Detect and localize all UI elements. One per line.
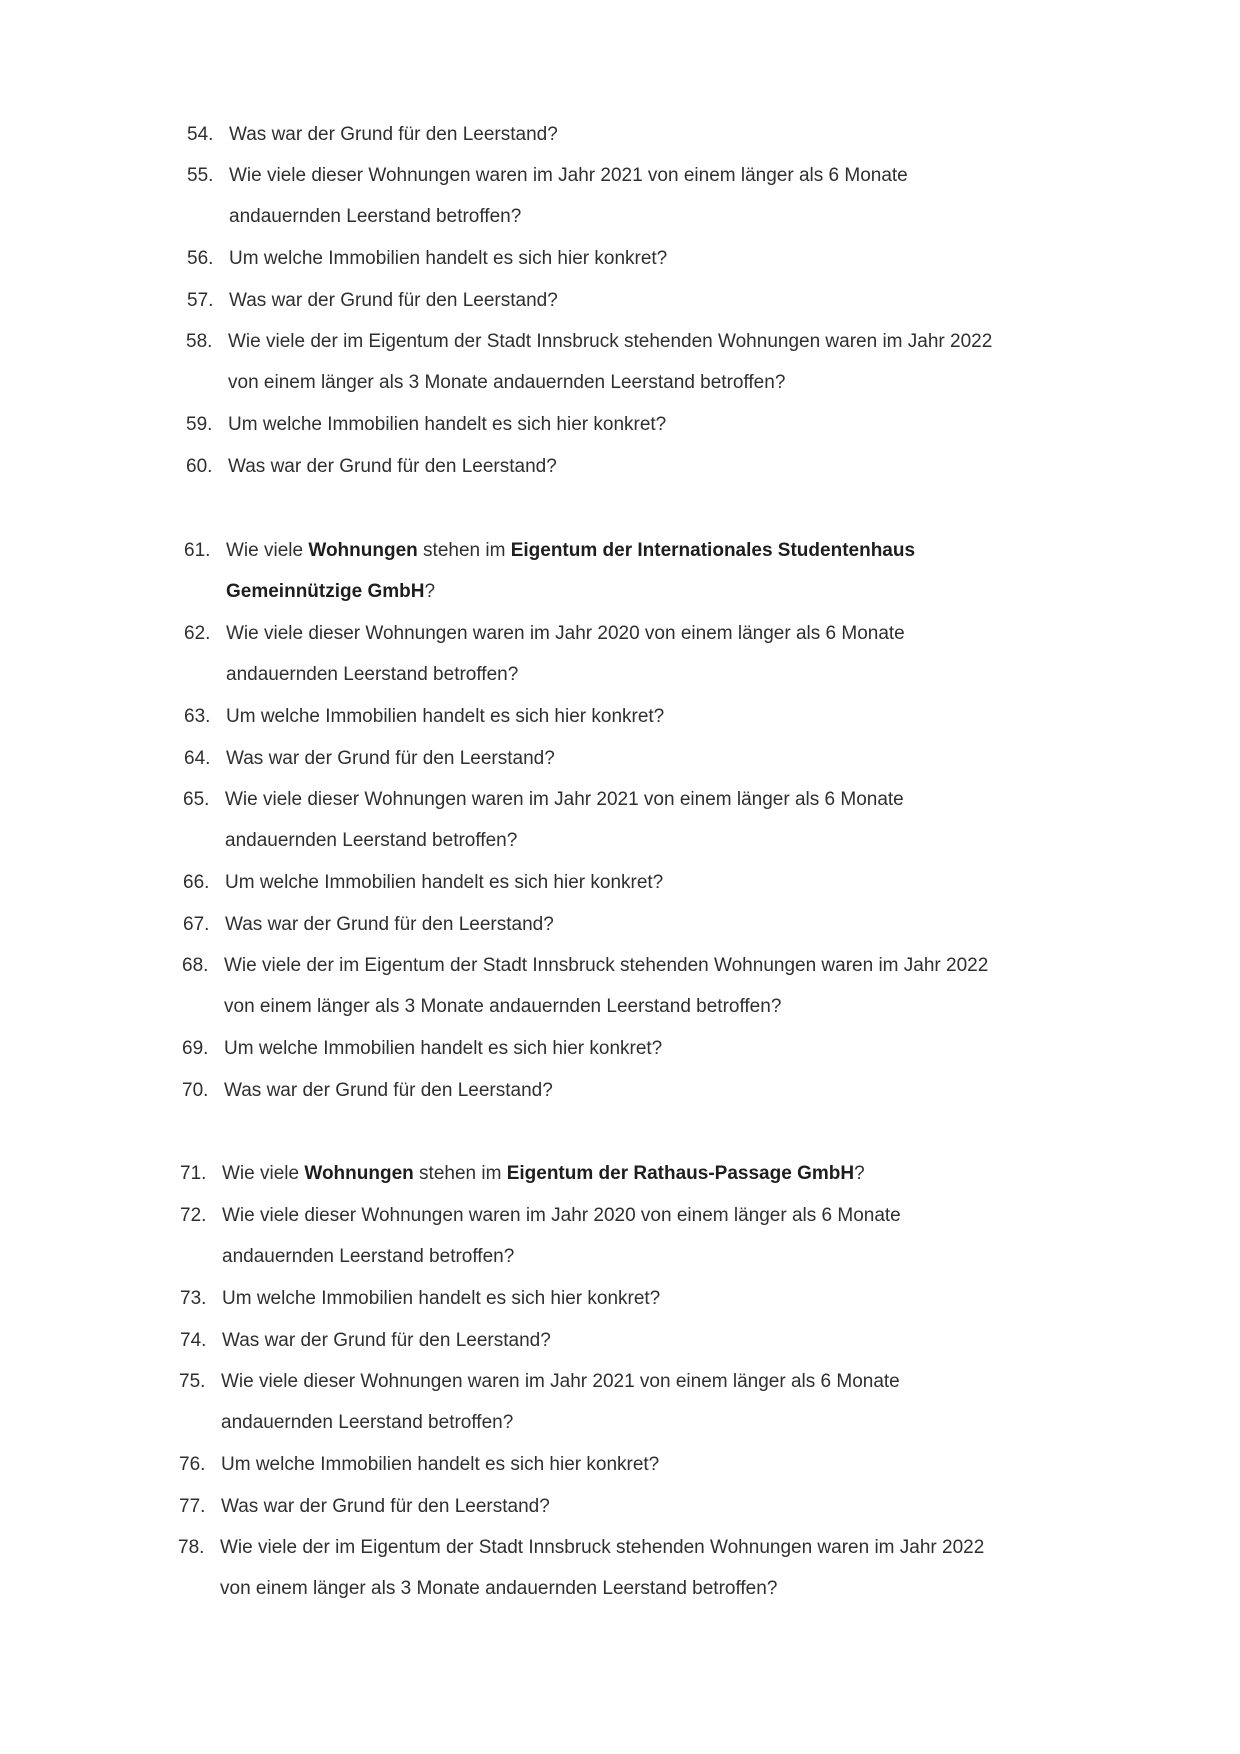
question-number: 69. xyxy=(182,1038,209,1059)
question-text-line1: Wie viele dieser Wohnungen waren im Jahr 2021 von einem länger als 6 Monate xyxy=(221,1371,900,1392)
question-text-line2: andauernden Leerstand betroffen? xyxy=(222,1246,515,1267)
question-54 xyxy=(187,114,1092,155)
question-74 xyxy=(180,1320,1082,1361)
question-59 xyxy=(186,404,1092,445)
bold-term: Eigentum der Rathaus-Passage GmbH xyxy=(506,1163,855,1184)
question-72 xyxy=(180,1195,1082,1277)
question-number: 64. xyxy=(184,748,211,769)
question-text-line1: Wie viele der im Eigentum der Stadt Innsbruck stehenden Wohnungen waren im Jahr 2022 xyxy=(220,1537,985,1558)
question-number: 71. xyxy=(180,1163,207,1184)
question-78 xyxy=(178,1527,1081,1609)
question-number: 77. xyxy=(179,1496,206,1517)
question-text: Was war der Grund für den Leerstand? xyxy=(225,914,554,935)
question-text: Um welche Immobilien handelt es sich hier konkret? xyxy=(224,1038,663,1059)
question-text-line1: Wie viele dieser Wohnungen waren im Jahr 2021 von einem länger als 6 Monate xyxy=(229,165,908,186)
question-text-part: stehen im xyxy=(417,540,511,561)
question-71 xyxy=(180,1153,1082,1194)
question-56 xyxy=(187,238,1092,279)
question-number: 56. xyxy=(187,248,214,269)
question-number: 70. xyxy=(182,1080,209,1101)
question-text xyxy=(222,1163,865,1184)
question-64 xyxy=(184,738,1088,779)
question-number: 55. xyxy=(187,165,214,186)
question-text-part: ? xyxy=(854,1163,865,1184)
question-text-part: ? xyxy=(424,581,436,602)
question-67 xyxy=(183,904,1085,945)
question-text: Was war der Grund für den Leerstand? xyxy=(226,748,555,769)
question-65 xyxy=(183,779,1085,861)
question-55 xyxy=(187,155,1092,237)
question-text-line1: Wie viele dieser Wohnungen waren im Jahr 2021 von einem länger als 6 Monate xyxy=(225,789,904,810)
question-text-line2: andauernden Leerstand betroffen? xyxy=(221,1412,514,1433)
question-text: Was war der Grund für den Leerstand? xyxy=(221,1496,550,1517)
question-77 xyxy=(179,1486,1081,1527)
question-text: Was war der Grund für den Leerstand? xyxy=(228,456,557,477)
question-number: 59. xyxy=(186,414,213,435)
question-text: Um welche Immobilien handelt es sich hier konkret? xyxy=(225,872,664,893)
question-text-line2 xyxy=(184,571,1088,612)
question-66 xyxy=(183,862,1085,903)
question-number: 75. xyxy=(179,1371,206,1392)
question-text-part: Wie viele xyxy=(222,1163,305,1184)
question-63 xyxy=(184,696,1088,737)
question-68 xyxy=(182,945,1085,1027)
question-70 xyxy=(182,1070,1085,1111)
question-text: Was war der Grund für den Leerstand? xyxy=(224,1080,553,1101)
question-number: 65. xyxy=(183,789,210,810)
question-number: 54. xyxy=(187,124,214,145)
question-text xyxy=(226,540,915,561)
question-text-line1: Wie viele dieser Wohnungen waren im Jahr 2020 von einem länger als 6 Monate xyxy=(222,1205,901,1226)
question-number: 72. xyxy=(180,1205,207,1226)
question-text-line2: andauernden Leerstand betroffen? xyxy=(225,830,518,851)
question-text: Was war der Grund für den Leerstand? xyxy=(222,1330,551,1351)
question-text-part: Wie viele xyxy=(226,540,309,561)
bold-term: Gemeinnützige GmbH xyxy=(226,581,425,602)
question-number: 67. xyxy=(183,914,210,935)
question-76 xyxy=(179,1444,1081,1485)
question-73 xyxy=(180,1278,1082,1319)
question-text: Was war der Grund für den Leerstand? xyxy=(229,290,558,311)
bold-term: Wohnungen xyxy=(304,1163,414,1184)
question-number: 63. xyxy=(184,706,211,727)
question-text-line2: von einem länger als 3 Monate andauernden Leerstand betroffen? xyxy=(220,1578,778,1599)
question-75 xyxy=(179,1361,1081,1443)
question-text-line2: von einem länger als 3 Monate andauernden Leerstand betroffen? xyxy=(224,996,782,1017)
question-number: 73. xyxy=(180,1288,207,1309)
question-number: 62. xyxy=(184,623,211,644)
question-text-line1: Wie viele dieser Wohnungen waren im Jahr 2020 von einem länger als 6 Monate xyxy=(226,623,905,644)
question-text-line2: andauernden Leerstand betroffen? xyxy=(229,206,522,227)
question-69 xyxy=(182,1028,1085,1069)
question-text-part: stehen im xyxy=(413,1163,507,1184)
question-number: 61. xyxy=(184,540,211,561)
question-text-line2: andauernden Leerstand betroffen? xyxy=(226,664,519,685)
question-number: 78. xyxy=(178,1537,205,1558)
question-58 xyxy=(186,321,1092,403)
question-text: Um welche Immobilien handelt es sich hier konkret? xyxy=(229,248,668,269)
question-62 xyxy=(184,613,1088,695)
question-number: 74. xyxy=(180,1330,207,1351)
question-text-line1: Wie viele der im Eigentum der Stadt Innsbruck stehenden Wohnungen waren im Jahr 2022 xyxy=(224,955,989,976)
question-text: Um welche Immobilien handelt es sich hier konkret? xyxy=(222,1288,661,1309)
question-text: Um welche Immobilien handelt es sich hier konkret? xyxy=(221,1454,660,1475)
bold-term: Wohnungen xyxy=(308,540,418,561)
question-text: Was war der Grund für den Leerstand? xyxy=(229,124,558,145)
question-number: 68. xyxy=(182,955,209,976)
question-57 xyxy=(187,280,1092,321)
question-61 xyxy=(184,530,1088,612)
question-number: 58. xyxy=(186,331,213,352)
question-number: 60. xyxy=(186,456,213,477)
question-text: Um welche Immobilien handelt es sich hier konkret? xyxy=(226,706,665,727)
question-number: 76. xyxy=(179,1454,206,1475)
question-number: 66. xyxy=(183,872,210,893)
question-text-line1: Wie viele der im Eigentum der Stadt Innsbruck stehenden Wohnungen waren im Jahr 2022 xyxy=(228,331,993,352)
bold-term: Eigentum der Internationales Studentenhaus xyxy=(510,540,916,561)
question-text-line2: von einem länger als 3 Monate andauernden Leerstand betroffen? xyxy=(228,372,786,393)
question-text: Um welche Immobilien handelt es sich hier konkret? xyxy=(228,414,667,435)
question-60 xyxy=(186,446,1092,487)
question-number: 57. xyxy=(187,290,214,311)
